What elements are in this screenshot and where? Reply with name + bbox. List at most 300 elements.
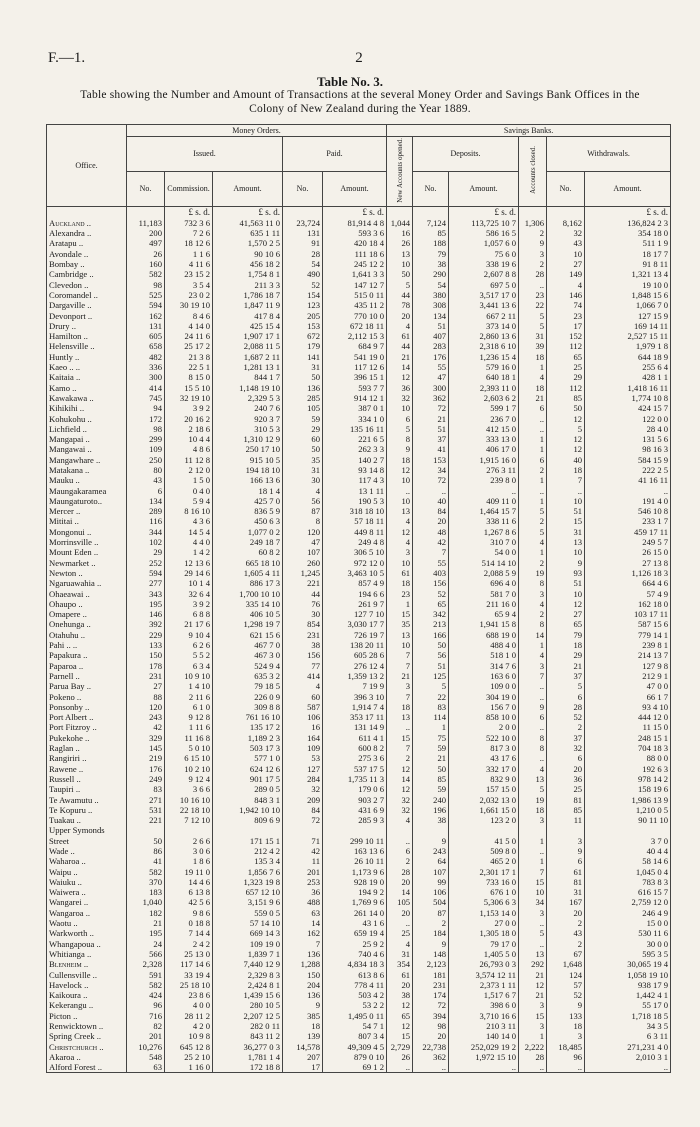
withdrawals-no-cell: 31 xyxy=(547,527,585,537)
issued-no-cell: 658 xyxy=(127,341,165,351)
withdrawals-no-cell: 20 xyxy=(547,908,585,918)
paid-no-cell: 150 xyxy=(283,969,323,979)
issued-no-cell: 41 xyxy=(127,856,165,866)
deposits-no-cell: 240 xyxy=(413,794,449,804)
issued-no-cell: 98 xyxy=(127,424,165,434)
new-accounts-cell: 7 xyxy=(387,661,413,671)
accounts-closed-cell: 18 xyxy=(519,382,547,392)
deposits-no-cell: 1 xyxy=(413,722,449,732)
deposits-no-cell: 72 xyxy=(413,1000,449,1010)
withdrawals-amount-cell: 1,986 13 9 xyxy=(585,794,671,804)
withdrawals-no-cell: 11 xyxy=(547,815,585,825)
new-accounts-cell: 23 xyxy=(387,588,413,598)
accounts-closed-cell: 3 xyxy=(519,661,547,671)
table-row xyxy=(47,516,671,526)
deposits-no-cell: 7,124 xyxy=(413,218,449,228)
paid-no-cell: 109 xyxy=(283,743,323,753)
office-name: Whangapoua .. xyxy=(47,939,127,949)
issued-amount-cell: 135 17 2 xyxy=(213,722,283,732)
issued-no-cell: 24 xyxy=(127,939,165,949)
withdrawals-amount-cell: 1,418 16 11 xyxy=(585,382,671,392)
paid-no-cell: 16 xyxy=(283,722,323,732)
deposits-no-cell: 87 xyxy=(413,908,449,918)
deposits-amount-cell: 398 6 0 xyxy=(449,1000,519,1010)
new-accounts-cell: 10 xyxy=(387,558,413,568)
table-row xyxy=(47,496,671,506)
withdrawals-amount-cell: 444 12 0 xyxy=(585,712,671,722)
withdrawals-no-cell: 146 xyxy=(547,290,585,300)
issued-amount-cell: 2,088 11 5 xyxy=(213,341,283,351)
issued-no-cell: 195 xyxy=(127,928,165,938)
deposits-amount-cell: 54 0 0 xyxy=(449,547,519,557)
withdrawals-amount-cell: 546 10 8 xyxy=(585,506,671,516)
withdrawals-amount-cell: 58 14 6 xyxy=(585,856,671,866)
issued-commission-cell xyxy=(165,825,213,835)
paid-no-cell: 11 xyxy=(283,856,323,866)
new-accounts-cell: 5 xyxy=(387,280,413,290)
issued-no-cell: 26 xyxy=(127,249,165,259)
office-name: Matakana .. xyxy=(47,465,127,475)
paid-amount-cell: 611 4 1 xyxy=(323,733,387,743)
issued-amount-cell: 624 12 6 xyxy=(213,763,283,773)
issued-no-cell: 133 xyxy=(127,640,165,650)
office-name: Clevedon .. xyxy=(47,280,127,290)
unit-paid-amount: £ s. d. xyxy=(323,206,387,218)
accounts-closed-cell: 28 xyxy=(519,1052,547,1062)
issued-amount-cell: 1,687 2 11 xyxy=(213,352,283,362)
paid-no-cell: 106 xyxy=(283,712,323,722)
deposits-no-cell: 98 xyxy=(413,1021,449,1031)
withdrawals-amount-cell: 30,065 19 4 xyxy=(585,959,671,969)
deposits-amount-cell: 211 16 0 xyxy=(449,599,519,609)
issued-commission-cell: 4 2 0 xyxy=(165,1021,213,1031)
accounts-closed-cell: 1 xyxy=(519,836,547,846)
issued-amount-cell: 467 3 0 xyxy=(213,650,283,660)
withdrawals-no-cell: 5 xyxy=(547,424,585,434)
paid-no-cell: 56 xyxy=(283,496,323,506)
table-row xyxy=(47,485,671,495)
issued-no-cell: 531 xyxy=(127,805,165,815)
new-accounts-cell: .. xyxy=(387,722,413,732)
withdrawals-amount-cell: 6 3 11 xyxy=(585,1031,671,1041)
table-row xyxy=(47,939,671,949)
issued-commission-cell: 4 0 0 xyxy=(165,1000,213,1010)
issued-no-cell: 27 xyxy=(127,681,165,691)
office-name: Waipu .. xyxy=(47,866,127,876)
withdrawals-no-cell: 18 xyxy=(547,465,585,475)
paid-amount-header: Amount. xyxy=(323,171,387,206)
paid-no-cell: 490 xyxy=(283,269,323,279)
deposits-no-cell: 54 xyxy=(413,280,449,290)
deposits-amount-cell: 1,153 14 0 xyxy=(449,908,519,918)
paid-amount-cell: 613 8 6 xyxy=(323,969,387,979)
paid-amount-cell: 857 4 9 xyxy=(323,578,387,588)
issued-commission-cell: 8 4 6 xyxy=(165,310,213,320)
issued-no-cell: 116 xyxy=(127,516,165,526)
paid-amount-cell: 541 19 0 xyxy=(323,352,387,362)
issued-amount-cell: 524 9 4 xyxy=(213,661,283,671)
issued-no-cell: 145 xyxy=(127,743,165,753)
withdrawals-amount-cell: 459 17 11 xyxy=(585,527,671,537)
accounts-closed-cell: 39 xyxy=(519,341,547,351)
paid-amount-cell: 261 14 0 xyxy=(323,908,387,918)
deposits-no-cell: 37 xyxy=(413,434,449,444)
issued-no-cell: 29 xyxy=(127,547,165,557)
paid-amount-cell: 7 19 9 xyxy=(323,681,387,691)
withdrawals-no-cell: 8,162 xyxy=(547,218,585,228)
withdrawals-amount-cell: 530 11 6 xyxy=(585,928,671,938)
withdrawals-amount-cell: 616 15 7 xyxy=(585,887,671,897)
table-row xyxy=(47,1011,671,1021)
deposits-amount-cell: 1,661 15 0 xyxy=(449,805,519,815)
new-accounts-cell: .. xyxy=(387,1062,413,1073)
deposits-amount-cell: 688 19 0 xyxy=(449,630,519,640)
issued-no-cell: 582 xyxy=(127,866,165,876)
withdrawals-amount-cell: 1,718 18 5 xyxy=(585,1011,671,1021)
deposits-amount-cell: 676 1 0 xyxy=(449,887,519,897)
office-name: Kekerangu .. xyxy=(47,1000,127,1010)
deposits-no-cell: 114 xyxy=(413,712,449,722)
paid-no-cell: 136 xyxy=(283,949,323,959)
paid-amount-cell: 1,641 3 3 xyxy=(323,269,387,279)
table-row xyxy=(47,856,671,866)
withdrawals-no-cell: 12 xyxy=(547,413,585,423)
new-accounts-cell: 10 xyxy=(387,640,413,650)
deposits-amount-cell: 3,441 13 6 xyxy=(449,300,519,310)
table-row xyxy=(47,259,671,269)
deposits-no-cell: 107 xyxy=(413,866,449,876)
paid-amount-cell: 117 12 6 xyxy=(323,362,387,372)
issued-amount-cell: 1,148 19 10 xyxy=(213,382,283,392)
withdrawals-no-cell: 32 xyxy=(547,743,585,753)
new-accounts-cell: 4 xyxy=(387,939,413,949)
issued-no-cell: 88 xyxy=(127,691,165,701)
issued-commission-cell: 1 4 10 xyxy=(165,681,213,691)
issued-no-cell: 566 xyxy=(127,949,165,959)
issued-commission-cell: 4 3 6 xyxy=(165,516,213,526)
issued-amount-cell: 1,907 17 1 xyxy=(213,331,283,341)
accounts-closed-cell: 2 xyxy=(519,465,547,475)
issued-amount-cell: 18 1 4 xyxy=(213,485,283,495)
withdrawals-amount-cell: 127 15 9 xyxy=(585,310,671,320)
paid-no-cell: 14,578 xyxy=(283,1041,323,1051)
issued-commission-cell: 10 9 8 xyxy=(165,1031,213,1041)
table-row xyxy=(47,506,671,516)
deposits-no-cell: 106 xyxy=(413,887,449,897)
paid-no-cell: 71 xyxy=(283,836,323,846)
new-accounts-cell: 2 xyxy=(387,753,413,763)
deposits-no-cell: 9 xyxy=(413,836,449,846)
new-accounts-cell: 3 xyxy=(387,547,413,557)
new-accounts-cell: 15 xyxy=(387,733,413,743)
new-accounts-cell: 18 xyxy=(387,702,413,712)
accounts-closed-cell: 7 xyxy=(519,866,547,876)
withdrawals-no-cell: 74 xyxy=(547,300,585,310)
paid-amount-cell: 914 12 1 xyxy=(323,393,387,403)
accounts-closed-cell: 8 xyxy=(519,578,547,588)
deposits-no-cell: 290 xyxy=(413,269,449,279)
table-row xyxy=(47,372,671,382)
office-name: Kaikoura .. xyxy=(47,990,127,1000)
deposits-no-cell: 21 xyxy=(413,753,449,763)
table-row xyxy=(47,269,671,279)
issued-no-cell: 243 xyxy=(127,712,165,722)
withdrawals-header: Withdrawals. xyxy=(547,137,671,172)
accounts-closed-cell: 9 xyxy=(519,702,547,712)
new-accounts-cell: 4 xyxy=(387,815,413,825)
withdrawals-amount-cell: 938 17 9 xyxy=(585,980,671,990)
new-accounts-cell: 12 xyxy=(387,763,413,773)
table-row xyxy=(47,650,671,660)
table-row xyxy=(47,671,671,681)
accounts-closed-cell: 1 xyxy=(519,640,547,650)
issued-amount-cell: 1,310 12 9 xyxy=(213,434,283,444)
issued-no-cell: 252 xyxy=(127,558,165,568)
withdrawals-amount-cell: 271,231 4 0 xyxy=(585,1041,671,1051)
withdrawals-amount-cell: 1,321 13 4 xyxy=(585,269,671,279)
accounts-closed-cell: .. xyxy=(519,280,547,290)
table-row xyxy=(47,928,671,938)
issued-commission-cell: 117 14 6 xyxy=(165,959,213,969)
table-row xyxy=(47,969,671,979)
new-accounts-cell: 20 xyxy=(387,908,413,918)
table-row xyxy=(47,475,671,485)
issued-commission-cell: 32 19 10 xyxy=(165,393,213,403)
paid-no-cell: 123 xyxy=(283,300,323,310)
deposits-no-cell: 47 xyxy=(413,372,449,382)
deposits-no-cell: 504 xyxy=(413,897,449,907)
accounts-closed-cell: 3 xyxy=(519,249,547,259)
office-name: Onehunga .. xyxy=(47,619,127,629)
paid-no-cell: 31 xyxy=(283,465,323,475)
withdrawals-no-cell: 96 xyxy=(547,1052,585,1062)
issued-no-cell: 299 xyxy=(127,434,165,444)
accounts-closed-cell: 1 xyxy=(519,475,547,485)
issued-amount-cell: 809 6 9 xyxy=(213,815,283,825)
accounts-closed-cell: 292 xyxy=(519,959,547,969)
new-accounts-cell: 12 xyxy=(387,1000,413,1010)
accounts-closed-cell: .. xyxy=(519,918,547,928)
new-accounts-cell: 7 xyxy=(387,650,413,660)
units-row xyxy=(47,206,671,218)
withdrawals-no-cell: 149 xyxy=(547,269,585,279)
withdrawals-amount-cell: 55 17 0 xyxy=(585,1000,671,1010)
office-name: Street xyxy=(47,836,127,846)
issued-commission-cell: 5 9 4 xyxy=(165,496,213,506)
accounts-closed-cell: 34 xyxy=(519,897,547,907)
deposits-no-cell: 213 xyxy=(413,619,449,629)
paid-no-cell: 221 xyxy=(283,578,323,588)
deposits-amount-cell: 586 16 5 xyxy=(449,228,519,238)
deposits-no-cell: 283 xyxy=(413,341,449,351)
office-name: Ngaruawahia .. xyxy=(47,578,127,588)
page-number: 2 xyxy=(355,50,363,66)
deposits-no-cell: 79 xyxy=(413,249,449,259)
savings-banks-header: Savings Banks. xyxy=(387,125,671,137)
accounts-closed-cell: 21 xyxy=(519,990,547,1000)
table-row xyxy=(47,1062,671,1073)
paid-no-cell: 204 xyxy=(283,980,323,990)
new-accounts-cell: 354 xyxy=(387,959,413,969)
deposits-amount-cell: 210 3 11 xyxy=(449,1021,519,1031)
withdrawals-no-header: No. xyxy=(547,171,585,206)
issued-no-cell: 249 xyxy=(127,774,165,784)
withdrawals-amount-cell: 162 18 0 xyxy=(585,599,671,609)
accounts-closed-cell: .. xyxy=(519,681,547,691)
new-accounts-cell: 44 xyxy=(387,341,413,351)
paid-no-cell: 44 xyxy=(283,588,323,598)
table-row xyxy=(47,321,671,331)
new-accounts-cell: 8 xyxy=(387,434,413,444)
issued-amount-cell: 843 11 2 xyxy=(213,1031,283,1041)
deposits-no-cell: 188 xyxy=(413,238,449,248)
withdrawals-no-cell: 12 xyxy=(547,434,585,444)
issued-amount-cell: 36,277 0 3 xyxy=(213,1041,283,1051)
accounts-closed-cell: 6 xyxy=(519,403,547,413)
paid-amount-cell: 140 2 7 xyxy=(323,455,387,465)
office-name: Mititai .. xyxy=(47,516,127,526)
deposits-amount-cell: 581 7 0 xyxy=(449,588,519,598)
paid-no-cell: 9 xyxy=(283,1000,323,1010)
withdrawals-no-cell: 12 xyxy=(547,444,585,454)
paid-amount-cell: 147 12 7 xyxy=(323,280,387,290)
office-name: Parua Bay .. xyxy=(47,681,127,691)
deposits-no-cell: 38 xyxy=(413,259,449,269)
deposits-amount-cell: 1,405 5 0 xyxy=(449,949,519,959)
issued-amount-cell: 1,570 2 5 xyxy=(213,238,283,248)
accounts-closed-cell: 1,306 xyxy=(519,218,547,228)
withdrawals-no-cell: 27 xyxy=(547,609,585,619)
paid-no-cell: 127 xyxy=(283,763,323,773)
paid-no-cell: 63 xyxy=(283,908,323,918)
new-accounts-cell: 18 xyxy=(387,455,413,465)
issued-no-cell: 201 xyxy=(127,1031,165,1041)
office-name: Upper Symonds xyxy=(47,825,127,835)
office-name: Waiwera .. xyxy=(47,887,127,897)
accounts-closed-cell: 2 xyxy=(519,558,547,568)
withdrawals-amount-cell: 18 17 7 xyxy=(585,249,671,259)
withdrawals-no-cell: 6 xyxy=(547,856,585,866)
office-name: Newmarket .. xyxy=(47,558,127,568)
withdrawals-amount-cell: 1,774 10 8 xyxy=(585,393,671,403)
issued-no-cell: 594 xyxy=(127,568,165,578)
issued-no-cell: 497 xyxy=(127,238,165,248)
paid-no-cell: 154 xyxy=(283,290,323,300)
withdrawals-amount-cell: 1,979 1 8 xyxy=(585,341,671,351)
paid-no-cell: 488 xyxy=(283,897,323,907)
deposits-amount-cell: 488 4 0 xyxy=(449,640,519,650)
table-row xyxy=(47,609,671,619)
paid-no-cell: 385 xyxy=(283,1011,323,1021)
paid-amount-cell: 600 8 2 xyxy=(323,743,387,753)
deposits-no-cell: 166 xyxy=(413,630,449,640)
paid-amount-cell: 26 10 11 xyxy=(323,856,387,866)
withdrawals-amount-cell: 66 1 7 xyxy=(585,691,671,701)
issued-amount-cell: 212 4 2 xyxy=(213,846,283,856)
issued-amount-cell: 467 7 0 xyxy=(213,640,283,650)
table-row xyxy=(47,599,671,609)
withdrawals-no-cell: 6 xyxy=(547,691,585,701)
issued-amount-cell: 2,207 12 5 xyxy=(213,1011,283,1021)
paid-no-cell: 205 xyxy=(283,310,323,320)
table-row xyxy=(47,444,671,454)
issued-commission-cell: 32 6 4 xyxy=(165,588,213,598)
deposits-no-cell: 148 xyxy=(413,949,449,959)
issued-amount-cell: 172 18 8 xyxy=(213,1062,283,1073)
new-accounts-cell: 12 xyxy=(387,1021,413,1031)
issued-commission-cell: 9 12 4 xyxy=(165,774,213,784)
issued-no-cell: 178 xyxy=(127,661,165,671)
deposits-no-cell: 20 xyxy=(413,1031,449,1041)
withdrawals-amount-cell: 57 4 9 xyxy=(585,588,671,598)
accounts-closed-cell: 8 xyxy=(519,743,547,753)
withdrawals-amount-cell: 127 9 8 xyxy=(585,661,671,671)
withdrawals-no-cell: 9 xyxy=(547,558,585,568)
paid-no-cell: 84 xyxy=(283,805,323,815)
office-name: Helensville .. xyxy=(47,341,127,351)
issued-commission-cell: 3 0 6 xyxy=(165,846,213,856)
issued-commission-cell: 2 12 0 xyxy=(165,465,213,475)
table-title: Table No. 3. xyxy=(317,74,383,89)
issued-no-header: No. xyxy=(127,171,165,206)
withdrawals-no-cell: 15 xyxy=(547,516,585,526)
deposits-amount-cell: 314 7 6 xyxy=(449,661,519,671)
new-accounts-cell: 1 xyxy=(387,599,413,609)
office-name: Kawakawa .. xyxy=(47,393,127,403)
office-name: Parnell .. xyxy=(47,671,127,681)
table-row xyxy=(47,362,671,372)
accounts-closed-cell: 13 xyxy=(519,949,547,959)
deposits-amount-cell: 109 0 0 xyxy=(449,681,519,691)
accounts-closed-cell: 18 xyxy=(519,805,547,815)
deposits-no-cell: 56 xyxy=(413,650,449,660)
issued-no-cell: 134 xyxy=(127,496,165,506)
new-accounts-cell: 61 xyxy=(387,331,413,341)
withdrawals-amount-cell: 1,210 0 5 xyxy=(585,805,671,815)
withdrawals-amount-cell: 1,442 4 1 xyxy=(585,990,671,1000)
office-name: Renwicktown .. xyxy=(47,1021,127,1031)
withdrawals-amount-cell: 428 1 1 xyxy=(585,372,671,382)
issued-commission-cell: 0 18 8 xyxy=(165,918,213,928)
deposits-no-cell: 72 xyxy=(413,475,449,485)
issued-amount-cell: 425 15 4 xyxy=(213,321,283,331)
deposits-amount-cell: .. xyxy=(449,1062,519,1073)
issued-commission-cell: 7 14 4 xyxy=(165,928,213,938)
issued-commission-cell: 3 9 2 xyxy=(165,403,213,413)
table-row xyxy=(47,722,671,732)
issued-amount-cell: 848 3 1 xyxy=(213,794,283,804)
deposits-no-cell: 50 xyxy=(413,640,449,650)
withdrawals-no-cell: 2 xyxy=(547,722,585,732)
accounts-closed-cell: 4 xyxy=(519,763,547,773)
paid-no-cell: 141 xyxy=(283,352,323,362)
issued-no-cell: 131 xyxy=(127,321,165,331)
issued-commission-cell: 10 4 4 xyxy=(165,434,213,444)
deposits-amount-cell: 373 14 0 xyxy=(449,321,519,331)
paid-no-cell: 209 xyxy=(283,794,323,804)
issued-commission-cell: 29 14 6 xyxy=(165,568,213,578)
issued-no-cell: 109 xyxy=(127,444,165,454)
office-name: Pokeno .. xyxy=(47,691,127,701)
withdrawals-amount-cell: 1,058 19 10 xyxy=(585,969,671,979)
office-name: Whitianga .. xyxy=(47,949,127,959)
deposits-no-cell: 51 xyxy=(413,321,449,331)
issued-amount-cell: 844 1 7 xyxy=(213,372,283,382)
issued-no-cell: 582 xyxy=(127,269,165,279)
accounts-closed-cell: 7 xyxy=(519,671,547,681)
deposits-no-cell: 156 xyxy=(413,578,449,588)
paid-amount-cell: 276 12 4 xyxy=(323,661,387,671)
